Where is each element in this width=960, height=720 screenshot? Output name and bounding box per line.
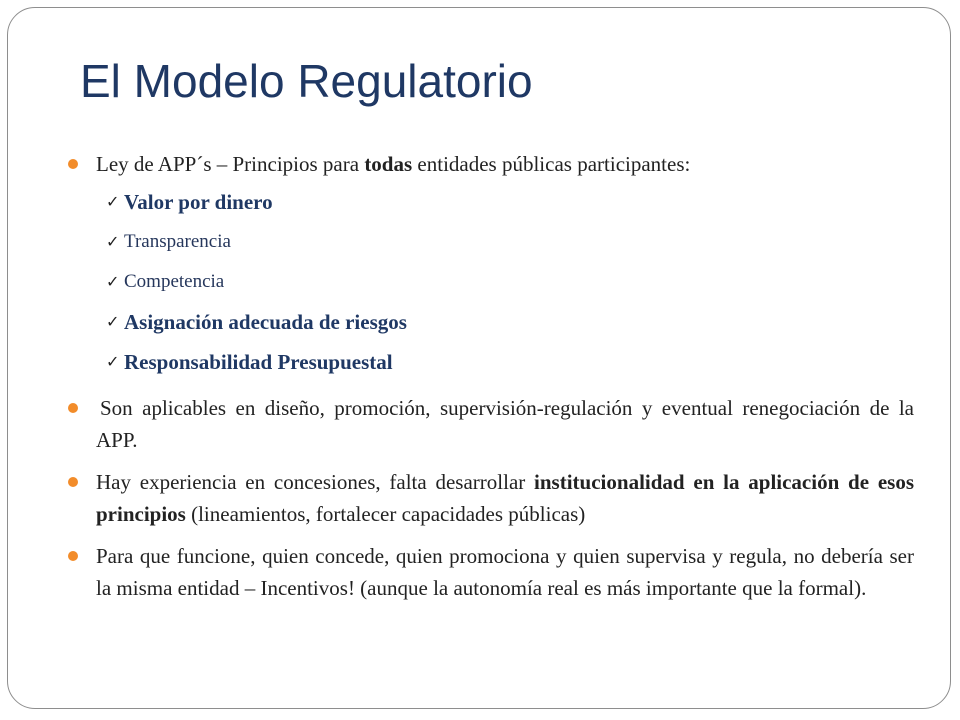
slide-frame: [7, 7, 951, 709]
principle-item: [106, 182, 914, 222]
bullet-dot-icon: [68, 403, 78, 413]
bullet-dot-icon: [68, 477, 78, 487]
slide-title: El Modelo Regulatorio: [80, 55, 533, 107]
bullet-ley-app-text-b: entidades públicas participantes:: [412, 152, 691, 176]
principle-item: [106, 302, 914, 342]
bullet-aplicables-text: Son aplicables en diseño, promoción, supervisión-regulación y eventual renegociación de la APP.: [96, 396, 914, 452]
bullet-funcione: [66, 540, 914, 604]
bullet-experiencia-text-b: (lineamientos, fortalecer capacidades públicas): [185, 502, 586, 526]
slide-content: [66, 148, 914, 604]
bullet-experiencia-text-a: Hay experiencia en concesiones, falta desarrollar: [96, 470, 535, 494]
principle-item: [106, 342, 914, 382]
principles-list: [66, 182, 914, 382]
principle-label: Valor por dinero: [124, 190, 273, 214]
check-icon: ✓: [106, 192, 120, 211]
check-icon: ✓: [106, 312, 120, 331]
bullet-ley-app-text-bold: todas: [364, 152, 413, 176]
bullet-dot-icon: [68, 159, 78, 169]
bullet-experiencia-text-bold: institucionalidad en la aplicación de esos principios: [96, 470, 914, 526]
bullet-ley-app: [66, 148, 914, 180]
principle-label: Asignación adecuada de riesgos: [124, 310, 407, 334]
bullet-dot-icon: [68, 551, 78, 561]
check-icon: ✓: [106, 232, 120, 251]
check-icon: ✓: [106, 352, 120, 371]
bullet-experiencia: [66, 466, 914, 530]
bullet-aplicables: [66, 392, 914, 456]
bullet-funcione-text: Para que funcione, quien concede, quien promociona y quien supervisa y regula, no debería ser la misma entidad – Incentivos! (aunque la autonomía real es más importante que la formal).: [96, 544, 914, 600]
principle-label: Transparencia: [124, 231, 231, 252]
principle-item: [106, 222, 914, 262]
principle-item: [106, 262, 914, 302]
bullet-ley-app-text-a: Ley de APP´s – Principios para: [96, 152, 365, 176]
check-icon: ✓: [106, 272, 120, 291]
principle-label: Competencia: [124, 271, 225, 292]
principle-label: Responsabilidad Presupuestal: [124, 350, 393, 374]
